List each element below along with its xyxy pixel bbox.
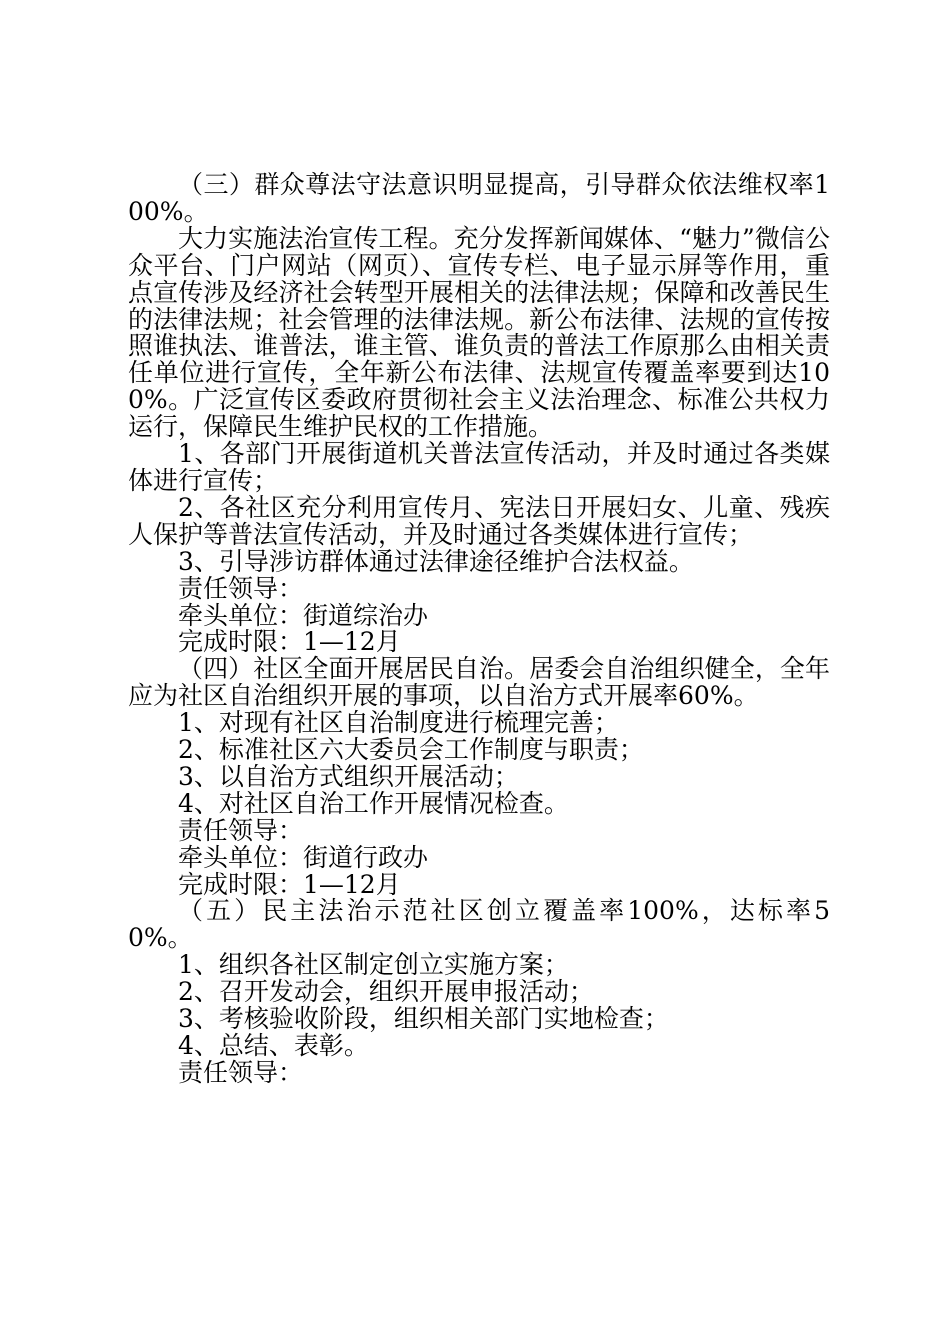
section-heading-4: （四）社区全面开展居民自治。居委会自治组织健全，全年应为社区自治组织开展的事项，以自治方式开展率60%。: [128, 654, 830, 711]
section-heading-5: （五）民主法治示范社区创立覆盖率100%，达标率50%。: [128, 896, 830, 953]
lead-unit: 牵头单位：街道行政办: [178, 842, 429, 872]
list-item: 4、总结、表彰。: [178, 1031, 369, 1060]
document-body: [128, 172, 830, 1087]
deadline: 完成时限：1—12月: [178, 869, 401, 899]
deadline: 完成时限：1—12月: [178, 627, 401, 657]
list-item: 1、组织各社区制定创立实施方案；: [178, 950, 569, 980]
list-item: 3、考核验收阶段，组织相关部门实地检查；: [178, 1004, 669, 1034]
responsible-leader: 责任领导：: [178, 815, 304, 845]
list-item: 2、各社区充分利用宣传月、宪法日开展妇女、儿童、残疾人保护等普法宣传活动，并及时通过各类媒体进行宣传；: [128, 492, 830, 549]
list-item: 2、召开发动会，组织开展申报活动；: [178, 977, 594, 1007]
responsible-leader: 责任领导：: [178, 1057, 304, 1087]
list-item: 1、各部门开展街道机关普法宣传活动，并及时通过各类媒体进行宣传；: [128, 439, 830, 495]
lead-unit: 牵头单位：街道综治办: [178, 600, 429, 630]
list-item: 2、标准社区六大委员会工作制度与职责；: [178, 735, 644, 765]
list-item: 4、对社区自治工作开展情况检查。: [178, 788, 569, 818]
list-item: 1、对现有社区自治制度进行梳理完善；: [178, 708, 619, 738]
section-heading-3: （三）群众尊法守法意识明显提高，引导群众依法维权率100%。: [128, 170, 830, 226]
list-item: 3、引导涉访群体通过法律途径维护合法权益。: [178, 546, 694, 576]
responsible-leader: 责任领导：: [178, 573, 304, 603]
list-item: 3、以自治方式组织开展活动；: [178, 761, 519, 791]
body-paragraph: 大力实施法治宣传工程。充分发挥新闻媒体、“魅力”微信公众平台、门户网站（网页）、宣传专栏、电子显示屏等作用，重点宣传涉及经济社会转型开展相关的法律法规；保障和改善民生的法律法规；社会管理的法律法规。新公布法律、法规的宣传按照谁执法、谁普法，谁主管、谁负责的普法工作原那么由相关责任单位进行宣传，全年新公布法律、法规宣传覆盖率要到达100%。广泛宣传区委政府贯彻社会主义法治理念、标准公共权力运行，保障民生维护民权的工作措施。: [128, 223, 830, 442]
